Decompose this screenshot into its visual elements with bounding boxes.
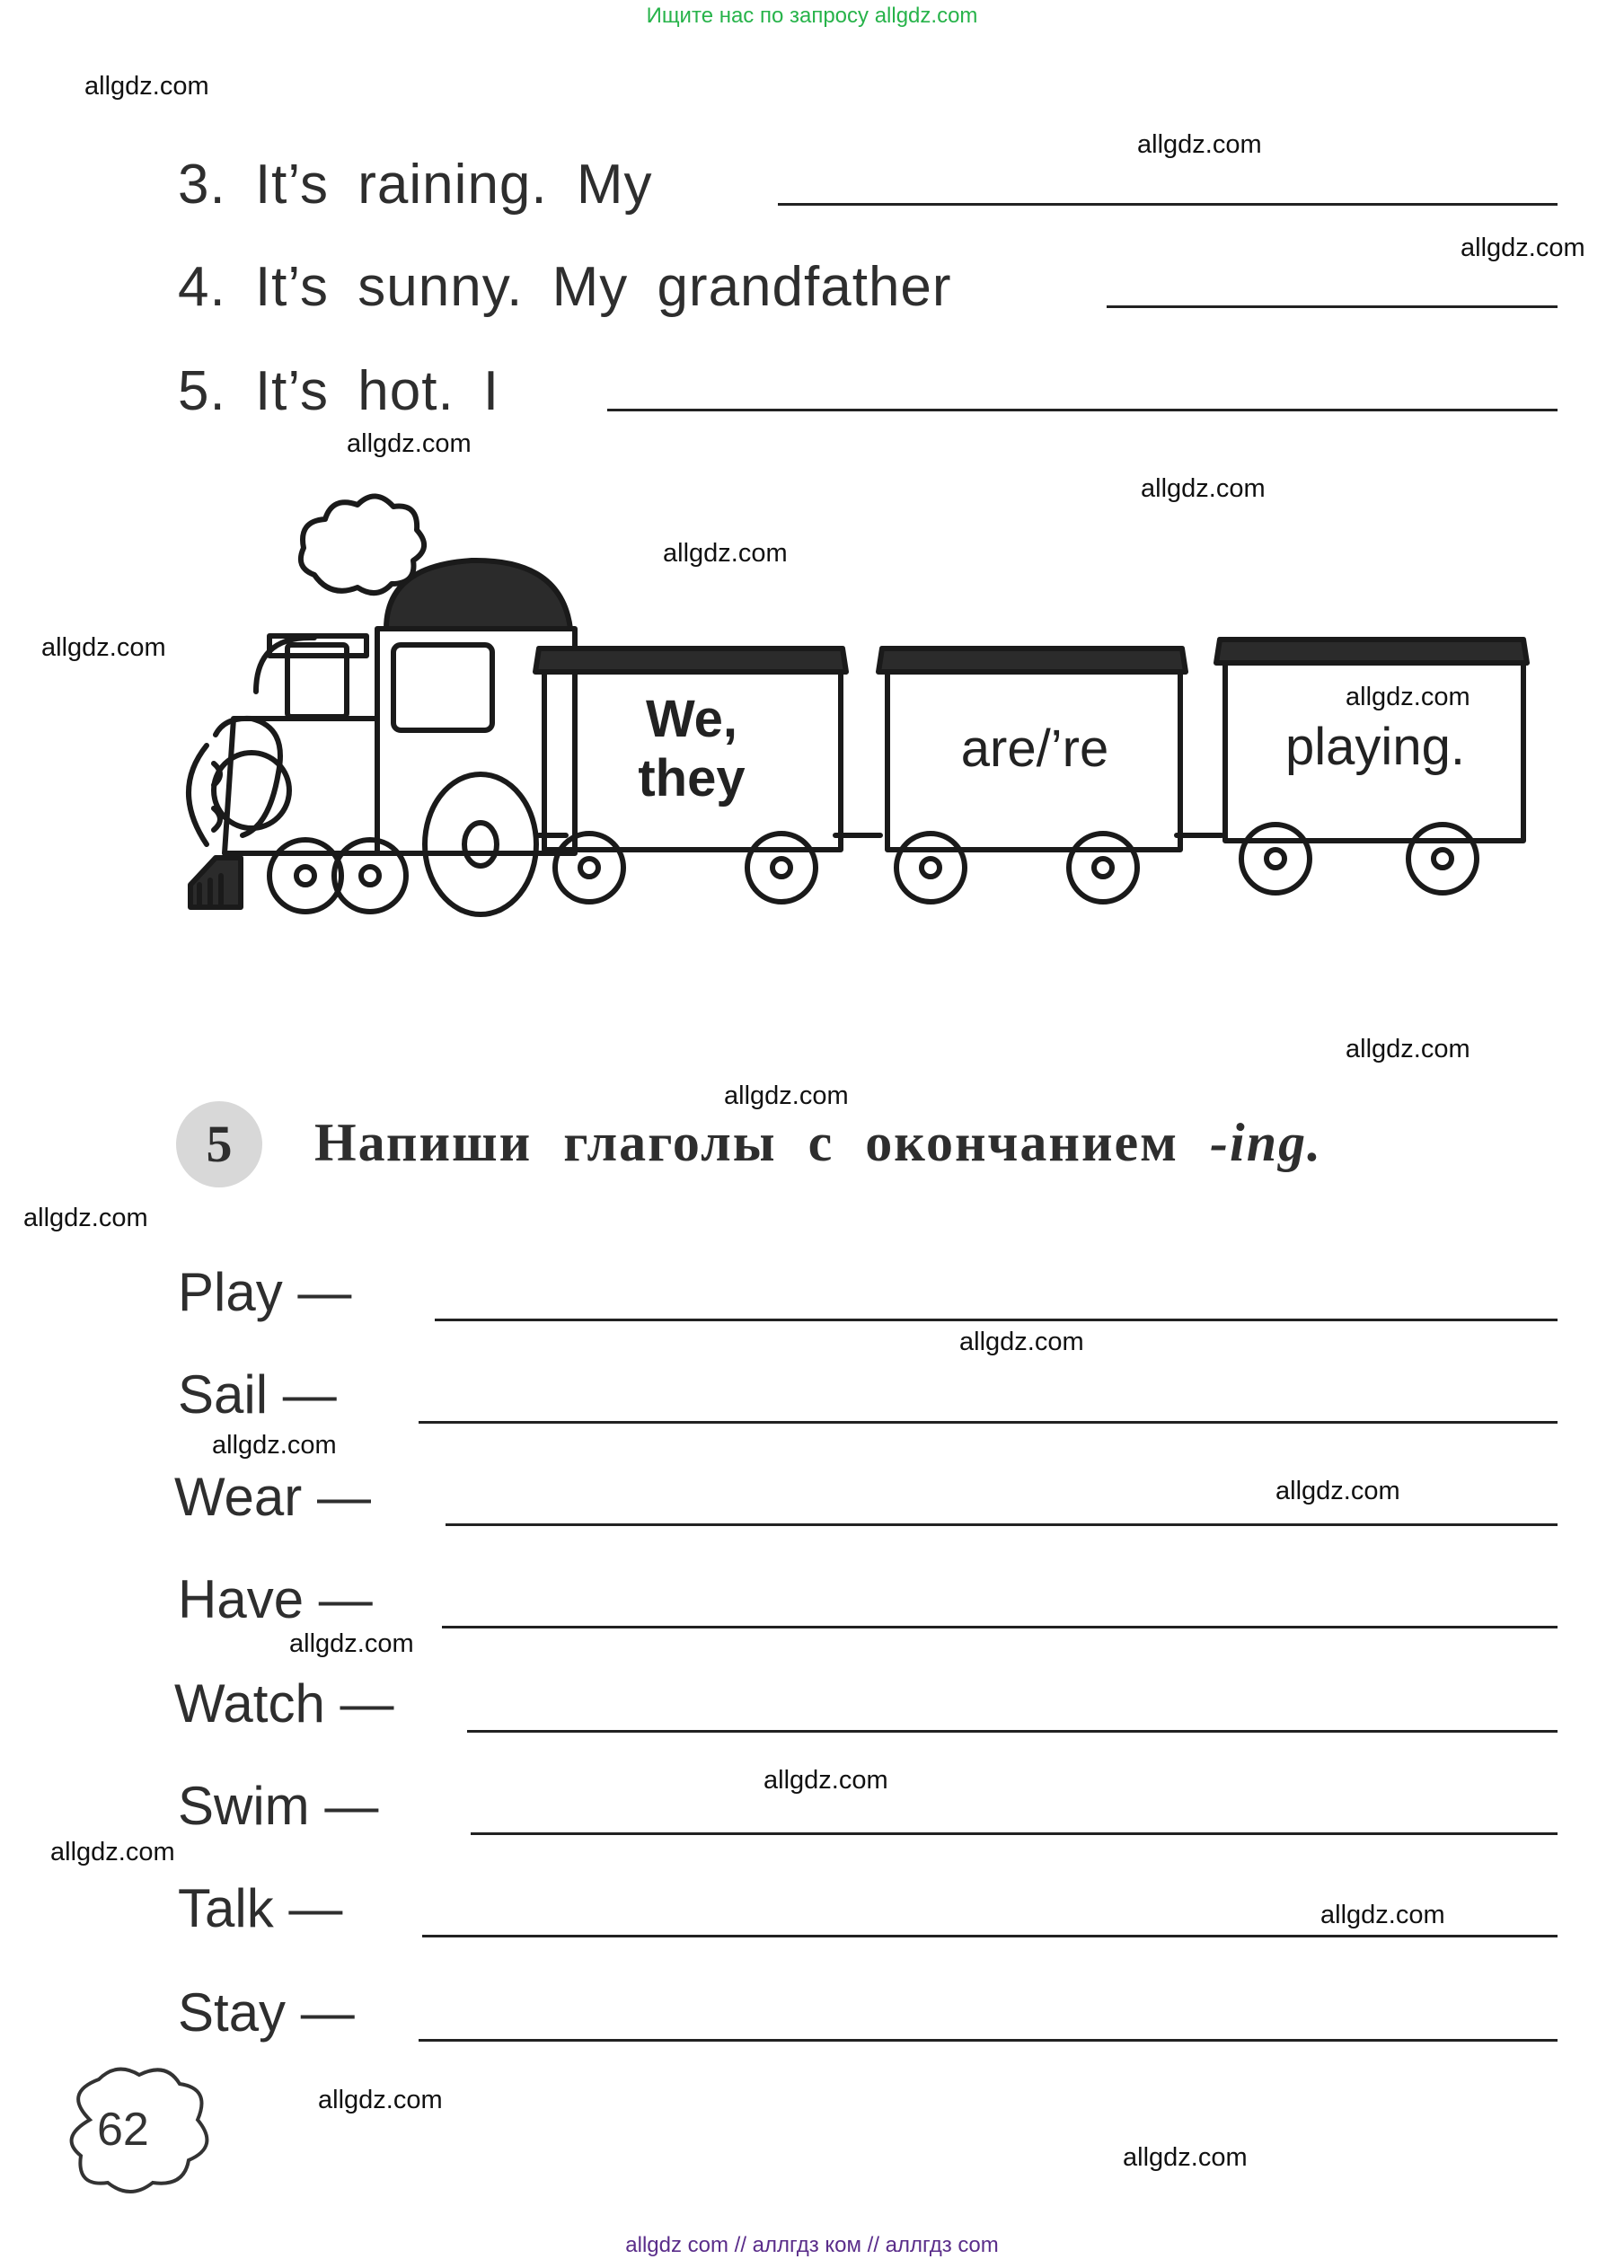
wagon-wheel <box>747 834 816 902</box>
exercise-title <box>314 1112 1322 1174</box>
watermark: allgdz.com <box>41 633 166 662</box>
wagon-1-roof <box>535 649 846 672</box>
watermark: allgdz.com <box>1137 130 1262 159</box>
wagon-3-roof <box>1216 640 1527 663</box>
cab-window <box>393 645 492 730</box>
wagon-wheel <box>1069 834 1137 902</box>
verb-dash: — <box>300 1982 355 2043</box>
verb-row-have <box>178 1568 373 1630</box>
watermark: allgdz.com <box>663 539 788 568</box>
footer-links[interactable]: allgdz com // аллгдз ком // аллгдз com <box>625 2233 999 2257</box>
loco-big-wheel <box>425 774 536 914</box>
verb-row-wear <box>174 1466 371 1528</box>
watermark: allgdz.com <box>347 429 472 458</box>
verb-row-talk <box>178 1877 342 1939</box>
sentence-text: It’s sunny. My grandfather <box>254 256 952 318</box>
watermark: allgdz.com <box>763 1766 888 1795</box>
verb-row-sail <box>178 1363 337 1425</box>
exercise-number-badge <box>176 1101 262 1187</box>
answer-line[interactable] <box>422 1935 1558 1937</box>
watermark: allgdz.com <box>50 1838 175 1866</box>
watermark: allgdz.com <box>84 72 209 101</box>
watermark: allgdz.com <box>1320 1901 1445 1929</box>
verb-word: Swim <box>178 1776 310 1836</box>
verb-row-stay <box>178 1981 355 2043</box>
verb-dash: — <box>297 1262 352 1322</box>
exercise-title-text: Напиши глаголы с окончанием <box>314 1113 1179 1172</box>
wagon-1-text <box>557 690 826 808</box>
verb-word: Watch <box>174 1673 325 1734</box>
sentence-text: It’s hot. I <box>254 360 500 422</box>
verb-word: Sail <box>178 1364 269 1425</box>
answer-line[interactable] <box>419 1421 1558 1424</box>
watermark: allgdz.com <box>23 1204 148 1232</box>
wagon-3-text: playing. <box>1285 718 1465 776</box>
watermark: allgdz.com <box>318 2086 443 2114</box>
sentence-number: 4. <box>178 256 226 318</box>
watermark: allgdz.com <box>1346 683 1470 711</box>
verb-dash: — <box>318 1569 373 1629</box>
wagon-wheel <box>896 834 965 902</box>
wagon-wheel <box>555 834 623 902</box>
verb-dash: — <box>288 1878 343 1938</box>
wagon-wheel <box>1408 825 1477 893</box>
answer-line[interactable] <box>419 2039 1558 2042</box>
watermark: allgdz.com <box>1123 2143 1248 2172</box>
watermark: allgdz.com <box>1346 1035 1470 1063</box>
verb-dash: — <box>340 1673 394 1734</box>
watermark: allgdz.com <box>1461 234 1585 262</box>
verb-word: Play <box>178 1262 283 1322</box>
wagon-2-text: are/’re <box>960 719 1109 778</box>
page-number: 62 <box>97 2104 149 2156</box>
verb-dash: — <box>324 1776 379 1836</box>
answer-line[interactable] <box>435 1319 1558 1321</box>
top-banner[interactable]: Ищите нас по запросу allgdz.com <box>646 4 978 28</box>
wagon-1-line-1: We, <box>645 690 738 748</box>
sentence-number: 3. <box>178 154 226 216</box>
watermark: allgdz.com <box>959 1328 1084 1356</box>
watermark: allgdz.com <box>724 1081 849 1110</box>
train-illustration <box>0 0 1624 952</box>
verb-word: Stay <box>178 1982 287 2043</box>
wagon-wheel <box>1241 825 1310 893</box>
verb-dash: — <box>316 1467 371 1527</box>
verb-word: Talk <box>178 1878 274 1938</box>
exercise-ending: -ing. <box>1210 1113 1323 1172</box>
watermark: allgdz.com <box>1275 1477 1400 1505</box>
sentence-text: It’s raining. My <box>254 154 653 216</box>
wagon-1-line-2: they <box>638 749 746 807</box>
answer-line[interactable] <box>442 1626 1558 1628</box>
verb-row-watch <box>174 1672 393 1734</box>
exercise-number: 5 <box>206 1115 233 1173</box>
wagon-2-roof <box>878 649 1186 672</box>
watermark: allgdz.com <box>212 1431 337 1460</box>
verb-row-swim <box>178 1775 378 1837</box>
watermark: allgdz.com <box>289 1629 414 1658</box>
verb-row-play <box>178 1261 351 1323</box>
watermark: allgdz.com <box>1141 474 1266 503</box>
answer-line[interactable] <box>471 1832 1558 1835</box>
verb-word: Wear <box>174 1467 303 1527</box>
verb-word: Have <box>178 1569 304 1629</box>
answer-line[interactable] <box>467 1730 1558 1733</box>
verb-dash: — <box>282 1364 337 1425</box>
sentence-number: 5. <box>178 360 226 422</box>
answer-line[interactable] <box>446 1523 1558 1526</box>
